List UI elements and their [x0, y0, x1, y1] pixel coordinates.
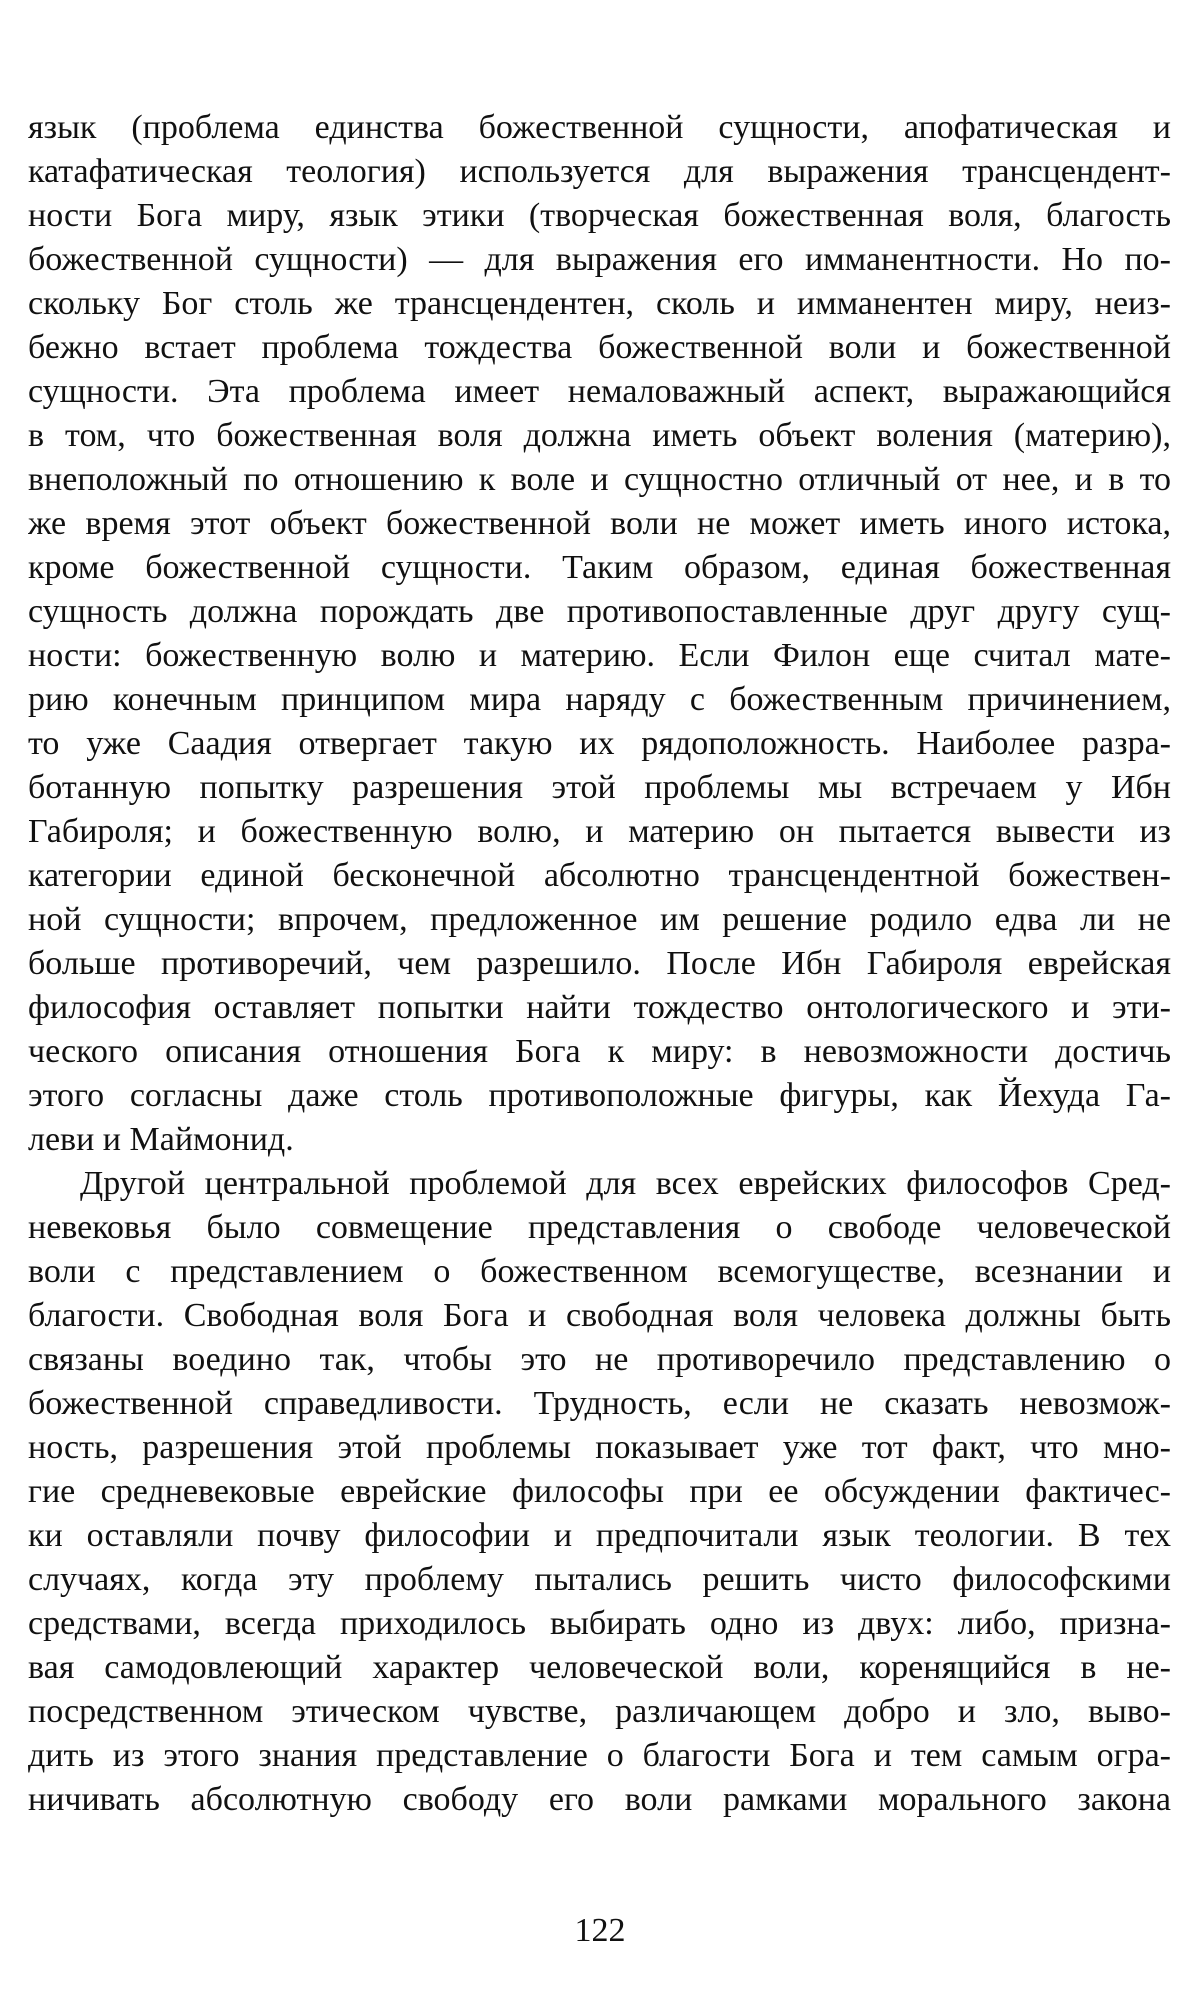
- text-line: божественной справедливости. Трудность, если не сказать невозмож-: [28, 1385, 1171, 1422]
- text-line: в том, что божественная воля должна иметь объект воления (материю),: [28, 417, 1171, 454]
- text-line: кроме божественной сущности. Таким образом, единая божественная: [28, 549, 1171, 586]
- text-line: воли с представлением о божественном всемогуществе, всезнании и: [28, 1253, 1171, 1290]
- text-line: то уже Саадия отвергает такую их рядоположность. Наиболее разра-: [28, 725, 1171, 762]
- text-line: ности Бога миру, язык этики (творческая божественная воля, благость: [28, 197, 1171, 234]
- text-line: ной сущности; впрочем, предложенное им решение родило едва ли не: [28, 901, 1171, 938]
- text-line: сущности. Эта проблема имеет немаловажный аспект, выражающийся: [28, 373, 1171, 410]
- text-line: невековья было совмещение представления о свободе человеческой: [28, 1209, 1171, 1246]
- text-line: связаны воедино так, чтобы это не противоречило представлению о: [28, 1341, 1171, 1378]
- text-line: Другой центральной проблемой для всех еврейских философов Сред-: [80, 1165, 1171, 1202]
- text-line: катафатическая теология) используется для выражения трансцендент-: [28, 153, 1171, 190]
- text-line: бежно встает проблема тождества божественной воли и божественной: [28, 329, 1171, 366]
- text-line: средствами, всегда приходилось выбирать одно из двух: либо, призна-: [28, 1605, 1171, 1642]
- text-line: внеположный по отношению к воле и сущностно отличный от нее, и в то: [28, 461, 1171, 498]
- text-line: благости. Свободная воля Бога и свободная воля человека должны быть: [28, 1297, 1171, 1334]
- text-line: посредственном этическом чувстве, различающем добро и зло, выво-: [28, 1693, 1171, 1730]
- body-text: [28, 106, 1171, 1822]
- text-line: философия оставляет попытки найти тождество онтологического и эти-: [28, 989, 1171, 1026]
- text-line: ность, разрешения этой проблемы показывает уже тот факт, что мно-: [28, 1429, 1171, 1466]
- text-line: же время этот объект божественной воли не может иметь иного истока,: [28, 505, 1171, 542]
- page-number: 122: [574, 1912, 626, 1949]
- text-line: язык (проблема единства божественной сущности, апофатическая и: [28, 109, 1171, 146]
- text-line: ничивать абсолютную свободу его воли рамками морального закона: [28, 1781, 1171, 1818]
- text-line: больше противоречий, чем разрешило. После Ибн Габироля еврейская: [28, 945, 1171, 982]
- text-line: рию конечным принципом мира наряду с божественным причинением,: [28, 681, 1171, 718]
- text-line: дить из этого знания представление о благости Бога и тем самым огра-: [28, 1737, 1171, 1774]
- text-line: скольку Бог столь же трансцендентен, сколь и имманентен миру, неиз-: [28, 285, 1171, 322]
- text-line: ботанную попытку разрешения этой проблемы мы встречаем у Ибн: [28, 769, 1171, 806]
- text-line: ности: божественную волю и материю. Если Филон еще считал мате-: [28, 637, 1171, 674]
- text-line: Габироля; и божественную волю, и материю он пытается вывести из: [28, 813, 1171, 850]
- text-line: сущность должна порождать две противопоставленные друг другу сущ-: [28, 593, 1171, 630]
- text-line: леви и Маймонид.: [28, 1121, 294, 1158]
- text-line: случаях, когда эту проблему пытались решить чисто философскими: [28, 1561, 1171, 1598]
- text-line: этого согласны даже столь противоположные фигуры, как Йехуда Га-: [28, 1077, 1171, 1114]
- text-line: гие средневековые еврейские философы при ее обсуждении фактичес-: [28, 1473, 1171, 1510]
- text-line: божественной сущности) — для выражения его имманентности. Но по-: [28, 241, 1171, 278]
- paragraph-1: [28, 106, 1171, 1162]
- text-line: вая самодовлеющий характер человеческой воли, коренящийся в не-: [28, 1649, 1171, 1686]
- text-line: ки оставляли почву философии и предпочитали язык теологии. В тех: [28, 1517, 1171, 1554]
- text-line: категории единой бесконечной абсолютно трансцендентной божествен-: [28, 857, 1171, 894]
- text-line: ческого описания отношения Бога к миру: в невозможности достичь: [28, 1033, 1171, 1070]
- paragraph-2: [28, 1162, 1171, 1822]
